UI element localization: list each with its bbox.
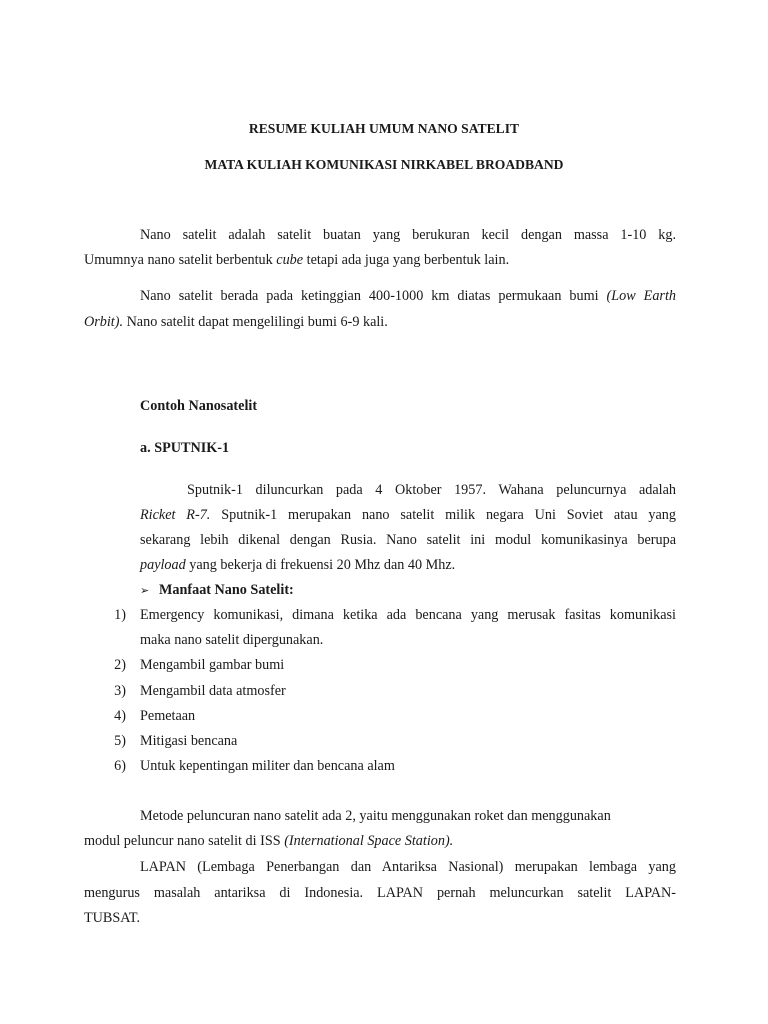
italic-term: cube: [276, 252, 304, 268]
paragraph-2-line-1: [140, 288, 676, 305]
list-item-number: 3): [114, 683, 126, 699]
italic-term: Ricket R-7.: [140, 507, 211, 523]
italic-term: (Low Earth: [606, 288, 676, 304]
list-item-number: 1): [114, 607, 126, 623]
text-span: tetapi ada juga yang berbentuk lain.: [303, 252, 510, 268]
italic-term: (International Space Station).: [284, 833, 454, 849]
paragraph-4-line-1: Metode peluncuran nano satelit ada 2, yaitu menggunakan roket dan menggunakan: [140, 808, 611, 824]
paragraph-5-line-1: LAPAN (Lembaga Penerbangan dan Antariksa Nasional) merupakan lembaga yang: [140, 859, 676, 875]
list-item-text: Mengambil gambar bumi: [140, 657, 285, 673]
paragraph-2-line-2: [84, 314, 388, 331]
document-subtitle: MATA KULIAH KOMUNIKASI NIRKABEL BROADBAND: [204, 157, 564, 172]
list-item-text: Mitigasi bencana: [140, 733, 238, 749]
text-span: Sputnik-1 merupakan nano satelit milik negara Uni Soviet atau yang: [210, 507, 676, 523]
paragraph-3-line-4: [140, 557, 455, 574]
paragraph-5-line-2: mengurus masalah antariksa di Indonesia. LAPAN pernah meluncurkan satelit LAPAN-: [84, 885, 676, 901]
paragraph-1-line-2: [84, 252, 509, 269]
paragraph-3-line-2: [140, 507, 676, 524]
italic-term: Orbit).: [84, 314, 124, 330]
list-item-number: 4): [114, 708, 126, 724]
list-item-text: Pemetaan: [140, 708, 196, 724]
paragraph-4-line-2: [84, 833, 453, 850]
paragraph-3-line-1: Sputnik-1 diluncurkan pada 4 Oktober 1957. Wahana peluncurnya adalah: [187, 482, 676, 498]
section-heading: Contoh Nanosatelit: [140, 398, 258, 414]
list-item-text: Emergency komunikasi, dimana ketika ada bencana yang merusak fasitas komunikasi: [140, 607, 676, 623]
document-title: RESUME KULIAH UMUM NANO SATELIT: [248, 121, 520, 136]
arrow-bullet-icon: ➢: [140, 585, 150, 597]
italic-term: payload: [140, 557, 186, 573]
paragraph-5-line-3: TUBSAT.: [84, 910, 141, 926]
text-span: Nano satelit dapat mengelilingi bumi 6-9 kali.: [123, 314, 388, 330]
sub-heading: a. SPUTNIK-1: [140, 440, 230, 456]
list-item-number: 5): [114, 733, 126, 749]
list-item-number: 6): [114, 758, 126, 774]
list-item-text-continued: maka nano satelit dipergunakan.: [140, 632, 324, 648]
list-item-number: 2): [114, 657, 126, 673]
text-span: Umumnya nano satelit berbentuk: [84, 252, 277, 268]
paragraph-3-line-3: sekarang lebih dikenal dengan Rusia. Nano satelit ini modul komunikasinya berupa: [140, 532, 676, 548]
text-span: yang bekerja di frekuensi 20 Mhz dan 40 Mhz.: [185, 557, 456, 573]
list-item-text: Mengambil data atmosfer: [140, 683, 286, 699]
text-span: modul peluncur nano satelit di ISS: [84, 833, 285, 849]
list-item-text: Untuk kepentingan militer dan bencana alam: [140, 758, 395, 774]
benefits-heading: Manfaat Nano Satelit:: [159, 582, 294, 598]
text-span: Nano satelit berada pada ketinggian 400-1000 km diatas permukaan bumi: [140, 288, 607, 304]
paragraph-1-line-1: Nano satelit adalah satelit buatan yang berukuran kecil dengan massa 1-10 kg.: [140, 227, 676, 243]
